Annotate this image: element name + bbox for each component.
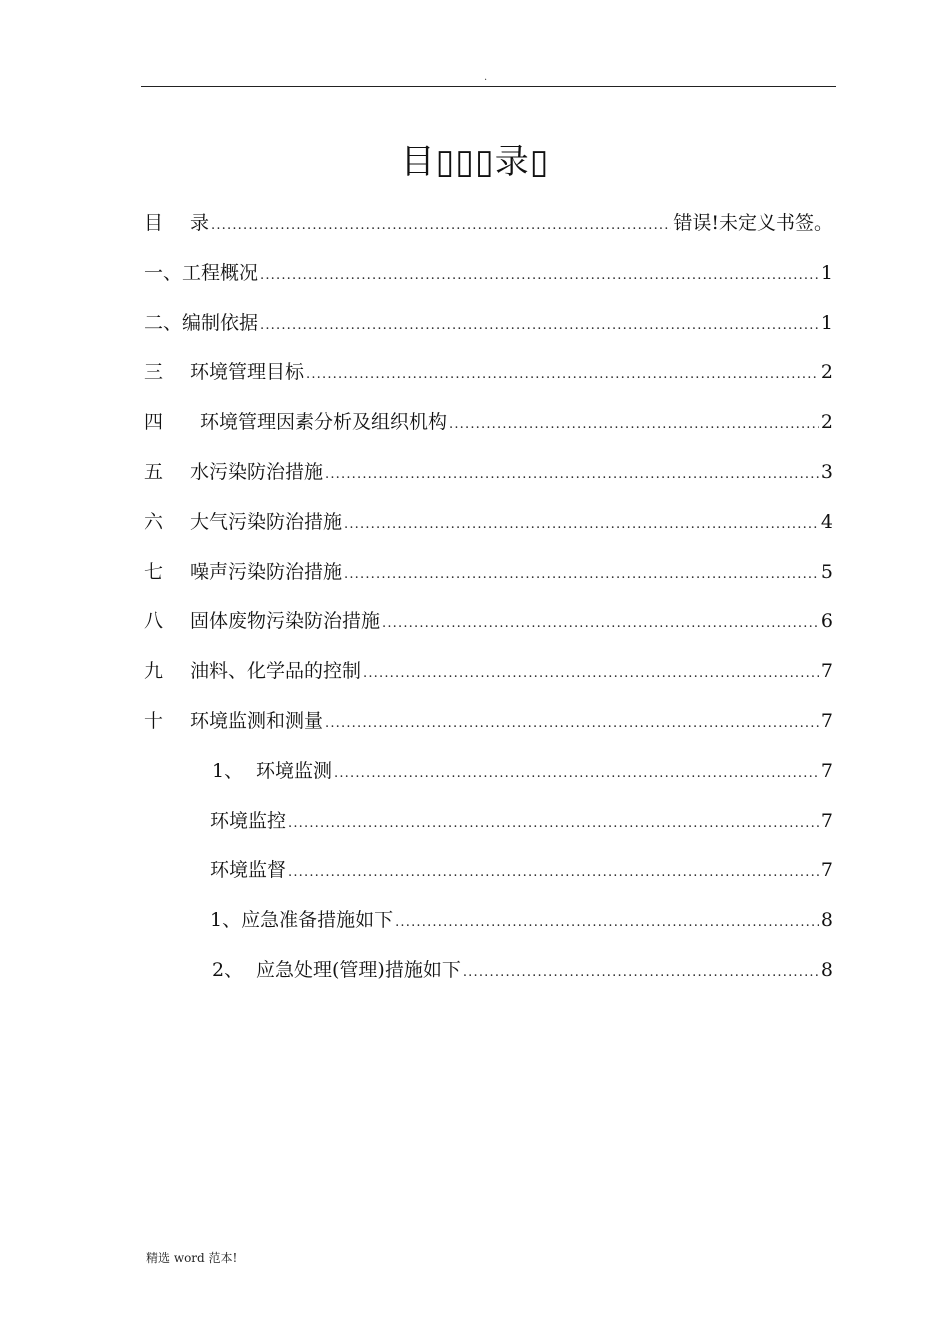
toc-page-number: 1 xyxy=(820,261,833,284)
toc-subentry-emergency-prep[interactable] xyxy=(144,902,833,952)
page-title: 目▯▯▯录▯ xyxy=(400,142,550,182)
toc-entry-6[interactable] xyxy=(144,504,833,554)
toc-page-number: 7 xyxy=(820,759,833,782)
toc-label: 应急处理(管理)措施如下 xyxy=(256,958,461,981)
toc-label: 大气污染防治措施 xyxy=(190,510,343,533)
toc-label: 环境监督 xyxy=(210,859,287,882)
toc-leader xyxy=(395,905,819,941)
toc-page-number: 错误!未定义书签。 xyxy=(673,212,833,234)
toc-entry-4[interactable] xyxy=(144,404,833,454)
toc-entry-5[interactable] xyxy=(144,454,833,504)
toc-label: 水污染防治措施 xyxy=(190,460,324,483)
toc-entry-basis[interactable] xyxy=(144,305,833,355)
toc-leader xyxy=(288,855,819,891)
toc-number: 六 xyxy=(144,510,164,533)
toc-page-number: 2 xyxy=(820,411,833,434)
toc-leader xyxy=(211,208,671,244)
toc-leader xyxy=(382,606,819,642)
toc-leader xyxy=(463,955,819,991)
toc-leader xyxy=(363,656,819,692)
toc-leader xyxy=(260,258,819,294)
toc-entry-9[interactable] xyxy=(144,653,833,703)
toc-number: 四 xyxy=(144,411,164,434)
toc-leader xyxy=(334,756,819,792)
toc-label: 固体废物污染防治措施 xyxy=(190,610,381,633)
toc-label: 环境管理目标 xyxy=(190,361,305,384)
toc-entry-3[interactable] xyxy=(144,354,833,404)
toc-leader xyxy=(325,457,819,493)
toc-label: 油料、化学品的控制 xyxy=(190,660,362,683)
toc-label: 环境监测和测量 xyxy=(190,709,324,732)
toc-label: 环境监控 xyxy=(210,809,287,832)
toc-leader xyxy=(325,706,819,742)
toc-label: 二、编制依据 xyxy=(144,311,259,334)
toc-page-number: 7 xyxy=(820,859,833,882)
toc-leader xyxy=(260,308,819,344)
toc-page-number: 8 xyxy=(820,909,833,932)
toc-leader xyxy=(306,357,819,393)
toc-label: 录 xyxy=(190,212,210,234)
toc-entry-project-overview[interactable] xyxy=(144,255,833,305)
toc-entry-7[interactable] xyxy=(144,554,833,604)
toc-label: 噪声污染防治措施 xyxy=(190,560,343,583)
toc-number: 1、 xyxy=(212,759,244,782)
toc-number: 五 xyxy=(144,460,164,483)
toc-leader xyxy=(288,806,819,842)
toc-page-number: 5 xyxy=(820,560,833,583)
toc-page-number: 6 xyxy=(820,610,833,633)
toc-number: 目 xyxy=(144,212,164,234)
toc-entry-8[interactable] xyxy=(144,603,833,653)
header-rule xyxy=(141,86,836,87)
toc-page-number: 8 xyxy=(820,958,833,981)
toc-page-number: 2 xyxy=(820,361,833,384)
toc-page-number: 1 xyxy=(820,311,833,334)
toc-label: 一、工程概况 xyxy=(144,261,259,284)
toc-number: 十 xyxy=(144,709,164,732)
toc-leader xyxy=(449,407,819,443)
toc-number: 九 xyxy=(144,660,164,683)
toc-label: 环境监测 xyxy=(256,759,333,782)
toc-label: 1、应急准备措施如下 xyxy=(210,909,394,932)
toc-leader xyxy=(344,507,819,543)
toc-label: 环境管理因素分析及组织机构 xyxy=(200,411,448,434)
toc-subentry-monitoring[interactable] xyxy=(144,753,833,803)
toc-subentry-supervision[interactable] xyxy=(144,852,833,902)
toc-entry-contents[interactable] xyxy=(144,205,833,255)
toc-page-number: 7 xyxy=(820,660,833,683)
toc-subentry-emergency-handling[interactable] xyxy=(144,952,833,1002)
toc-subentry-control[interactable] xyxy=(144,803,833,853)
toc-leader xyxy=(344,557,819,593)
toc-entry-10[interactable] xyxy=(144,703,833,753)
toc-page-number: 4 xyxy=(820,510,833,533)
toc-page-number: 7 xyxy=(820,709,833,732)
toc-page-number: 3 xyxy=(820,460,833,483)
footer-note: 精选 word 范本! xyxy=(146,1251,238,1265)
toc-number: 七 xyxy=(144,560,164,583)
toc-number: 2、 xyxy=(212,958,244,981)
table-of-contents xyxy=(144,205,833,1002)
toc-number: 三 xyxy=(144,361,164,384)
toc-number: 八 xyxy=(144,610,164,633)
header-mark: . xyxy=(484,72,488,83)
toc-page-number: 7 xyxy=(820,809,833,832)
